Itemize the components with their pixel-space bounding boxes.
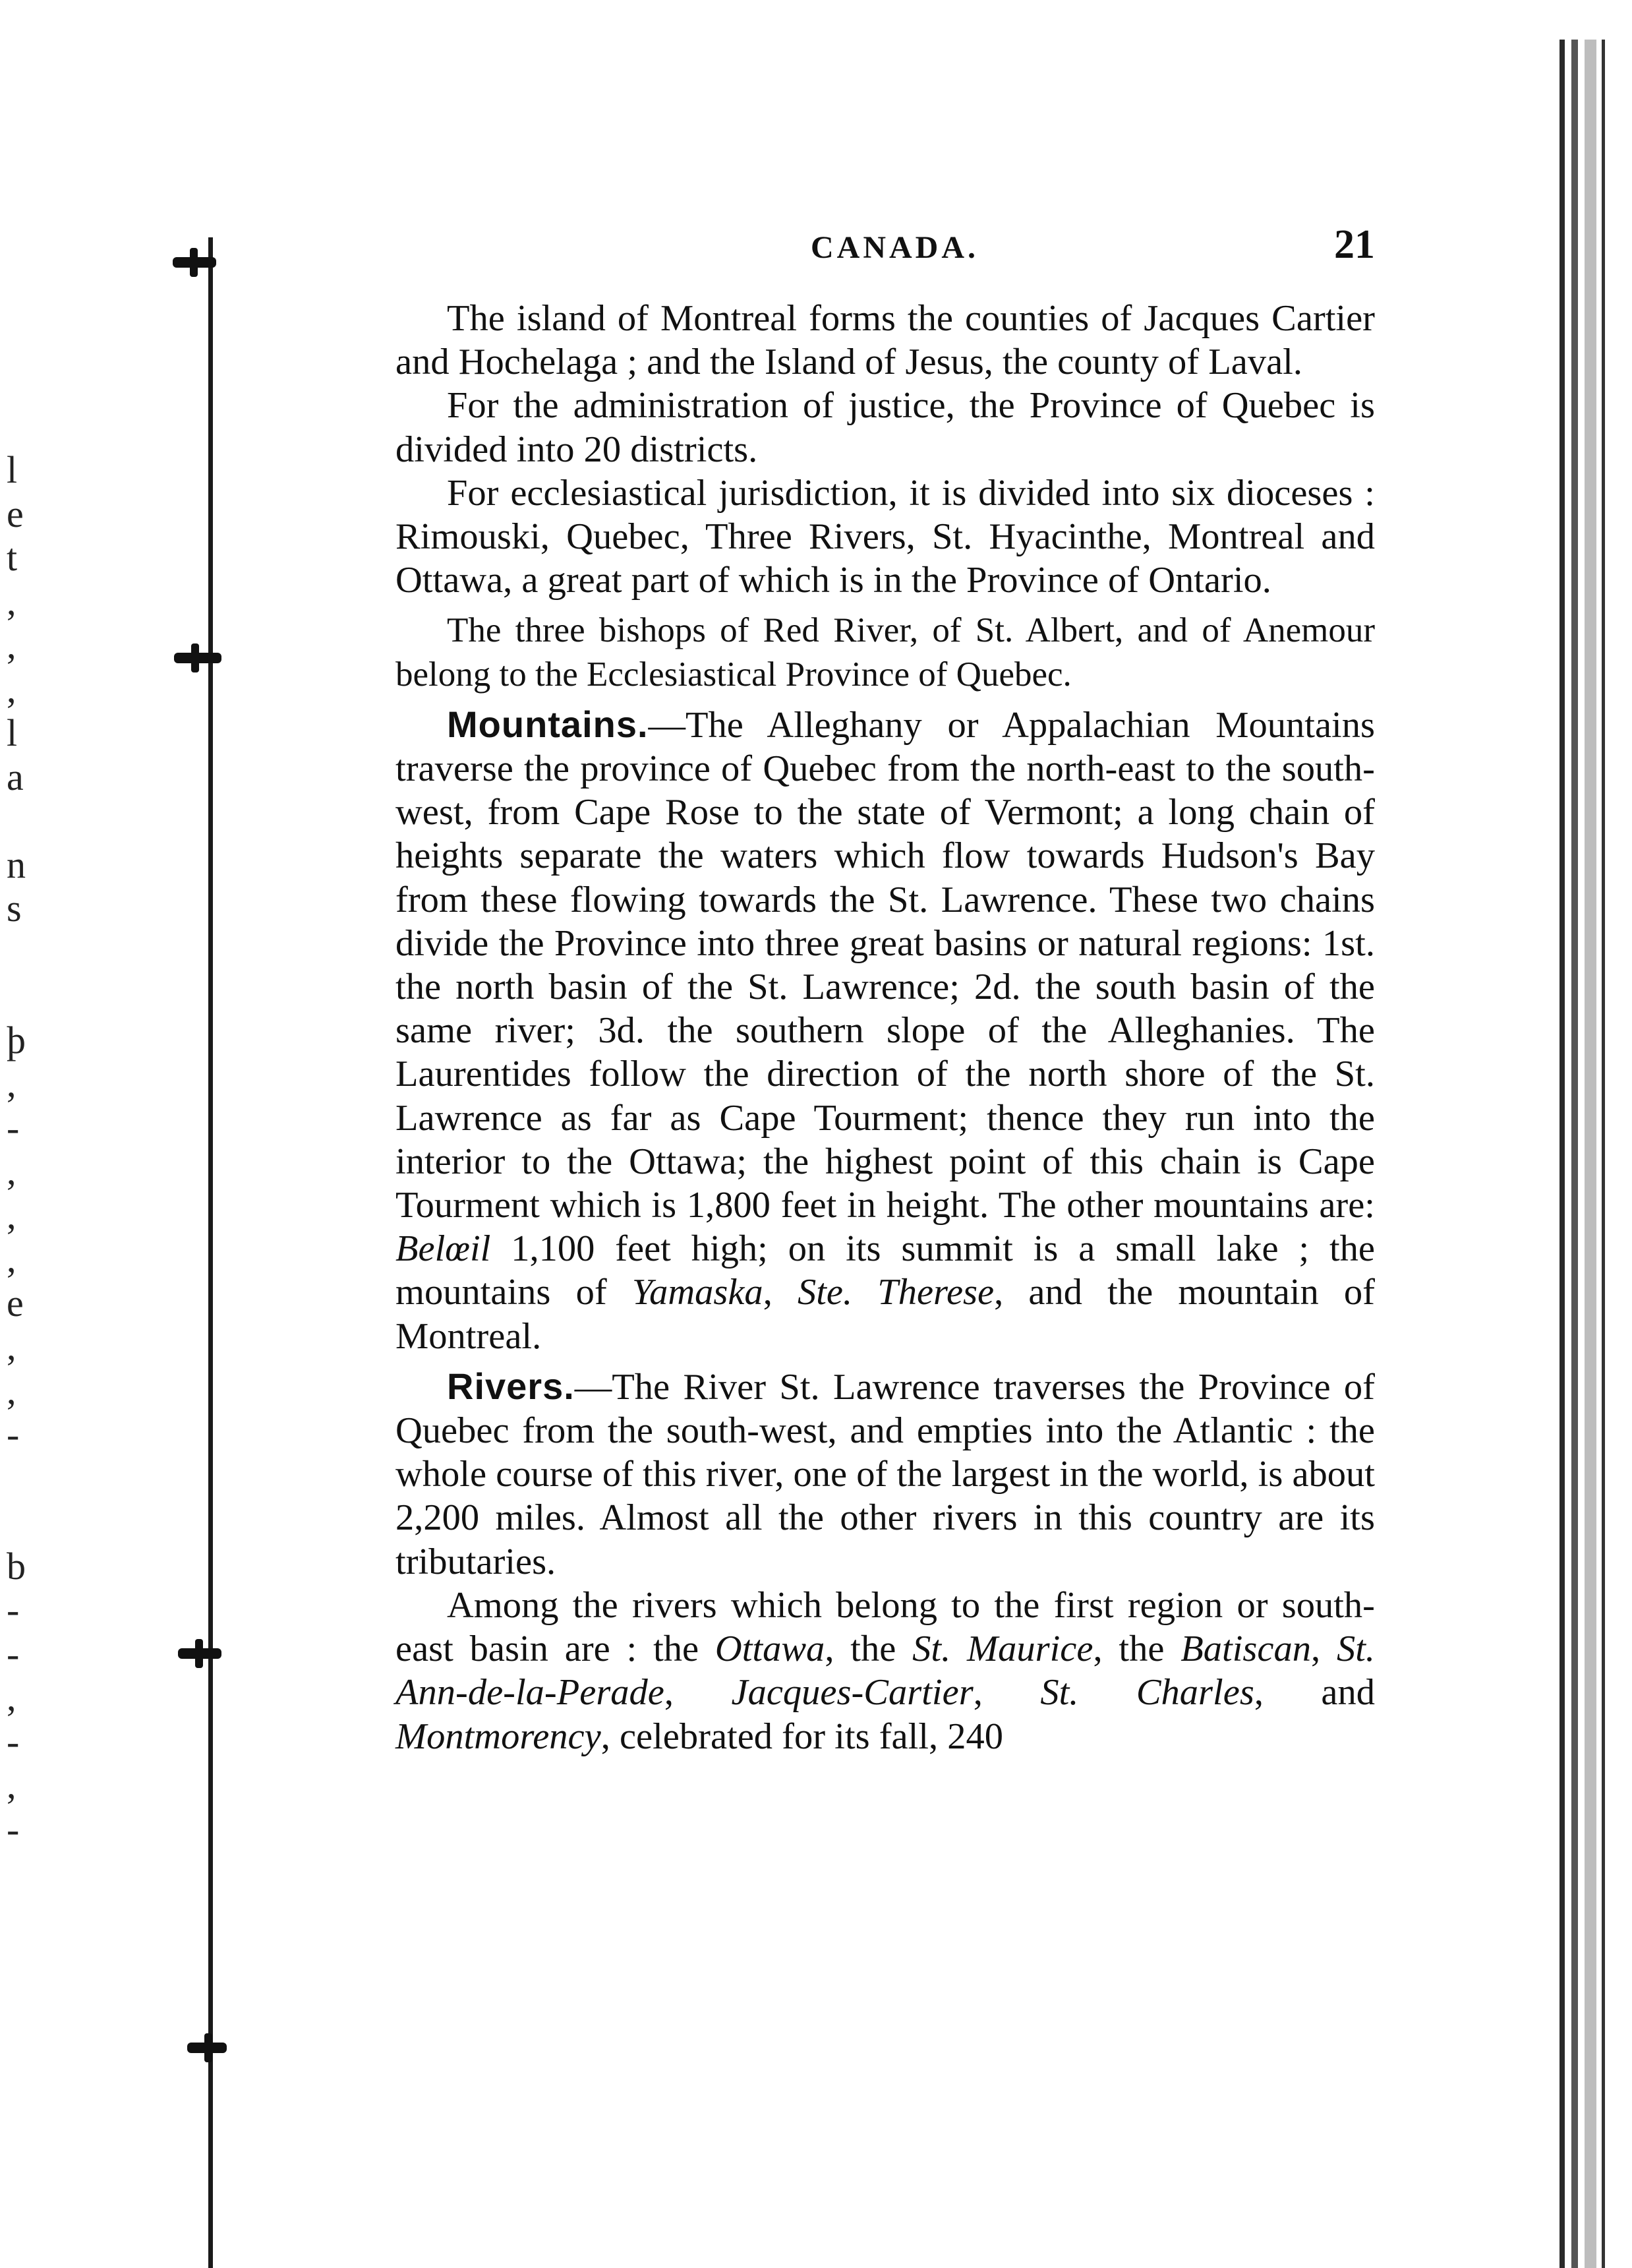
place-name-beloeil: Belœil [395,1228,491,1270]
running-head [395,222,1375,282]
place-name-yamaska: Yamaska [631,1272,763,1313]
page-number: 21 [1334,222,1375,267]
river-list-text: Among the rivers which belong to the first region or south-east basin are : the [395,1584,1375,1670]
paragraph-montreal: The island of Montreal forms the counties of Jacques Cartier and Hochelaga ; and the Island of Jesus, the county of Laval. [395,298,1375,383]
paragraph-bishops: The three bishops of Red River, of St. Albert, and of Anemour belong to the Ecclesiastical Province of Quebec. [395,611,1375,694]
binding-edge [208,237,213,2268]
river-jacques-cartier: Jacques-Cartier [731,1672,974,1714]
sewing-mark [178,1648,221,1659]
heading-dash: — [574,1366,612,1408]
separator: , [973,1672,1041,1714]
separator: , [664,1672,732,1714]
facing-page-bleed: l e t , , , l a n s þ , - , , , e , , - b - - , - , - [7,448,26,1851]
river-st-maurice: St. Maurice [912,1628,1093,1670]
river-st-ann: St. Ann-de-la-Perade [395,1628,1376,1714]
river-batiscan: Batiscan [1180,1628,1311,1670]
river-st-charles: St. Charles [1040,1672,1254,1714]
section-heading-rivers: Rivers. [447,1365,575,1407]
mountains-text: , and the mountain of Montreal. [395,1272,1375,1357]
sewing-mark [187,2043,227,2053]
section-heading-mountains: Mountains. [447,703,649,745]
separator: , the [825,1628,913,1670]
mountains-text: 1,100 feet high; on its summit is a small lake ; the mountains of [395,1228,1375,1313]
separator: , [1310,1628,1337,1670]
separator: , [763,1272,798,1313]
paragraph-justice: For the administration of justice, the Province of Quebec is divided into 20 districts. [395,385,1375,470]
rivers-text: The River St. Lawrence traverses the Province of Quebec from the south-west, and empties into the Atlantic : the whole course of this river, one of the largest in the world, is about 2,200 miles. Almost all the other rivers in this country are its tributaries. [395,1366,1375,1582]
page-edge [1602,40,1605,2268]
sewing-mark [174,653,221,663]
sewing-mark [173,257,216,268]
page-edge [1585,40,1596,2268]
mountains-text: The Alleghany or Appalachian Mountains traverse the province of Quebec from the north-east to the south-west, from Cape Rose to the state of Vermont; a long chain of heights separate the waters which flow towards Hudson's Bay from these flowing towards the St. Lawrence. These two chains divide the Province into three great basins or natural regions: 1st. the north basin of the St. Lawrence; 2d. the south basin of the same river; 3d. the southern slope of the Alleghanies. The Laurentides follow the direction of the north shore of the St. Lawrence as far as Cape Tourment; thence they run into the interior to the Ottawa; the highest point of this chain is Cape Tourment which is 1,800 feet in height. The other mountains are: [395,704,1375,1226]
heading-dash: — [648,704,686,746]
paragraph-rivers [395,1365,1375,1584]
river-list-text: , celebrated for its fall, 240 [600,1716,1003,1757]
paragraph-mountains [395,703,1375,1358]
paragraph-ecclesiastical: For ecclesiastical jurisdiction, it is divided into six dioceses : Rimouski, Quebec, Three Rivers, St. Hyacinthe, Montreal and Ottawa, a great part of which is in the Province of Ontario. [395,472,1375,601]
place-name-ste-therese: Ste. Therese [797,1272,995,1313]
river-ottawa: Ottawa [714,1628,825,1670]
separator: , and [1254,1672,1376,1714]
running-title: CANADA. [811,230,979,265]
page-edge [1559,40,1565,2268]
page-body [395,297,1375,1758]
page-edge [1571,40,1578,2268]
paragraph-river-list [395,1584,1375,1758]
river-montmorency: Montmorency [395,1716,601,1757]
separator: , the [1093,1628,1181,1670]
